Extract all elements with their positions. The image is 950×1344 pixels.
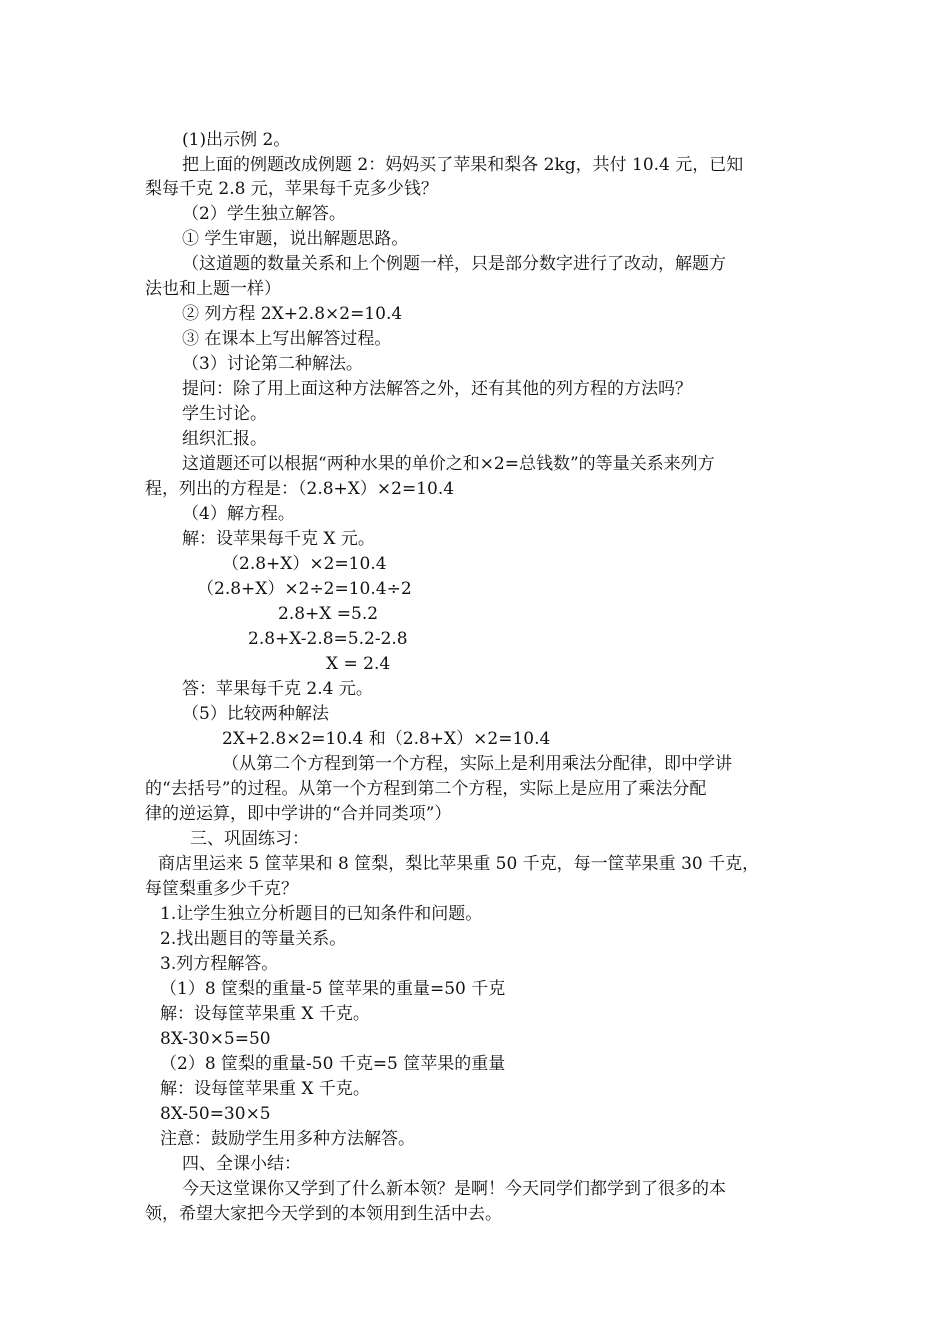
report-line: 组织汇报。 <box>182 429 267 449</box>
question-line: 提问：除了用上面这种方法解答之外，还有其他的列方程的方法吗？ <box>182 379 692 399</box>
step-2-item-3: ③ 在课本上写出解答过程。 <box>182 329 392 349</box>
step-3-heading: （3）讨论第二种解法。 <box>182 354 363 374</box>
comparison-note-line-1: （从第二个方程到第一个方程，实际上是利用乘法分配律，即中学讲 <box>222 754 732 774</box>
discussion-line: 学生讨论。 <box>182 404 267 424</box>
comparison-note-line-2: 的“去括号”的过程。从第一个方程到第二个方程，实际上是应用了乘法分配 <box>145 779 707 799</box>
step-2-item-2: ② 列方程 2X+2.8×2=10.4 <box>182 304 403 324</box>
second-method-line-2: 程，列出的方程是：（2.8+X）×2=10.4 <box>145 479 455 499</box>
equation-result: X = 2.4 <box>326 654 391 674</box>
summary-line-1: 今天这堂课你又学到了什么新本领？是啊！今天同学们都学到了很多的本 <box>182 1179 726 1199</box>
exercise-step-1: 1.让学生独立分析题目的已知条件和问题。 <box>160 904 483 924</box>
equation-step-3: 2.8+X =5.2 <box>278 604 379 624</box>
solution-setup: 解：设苹果每千克 X 元。 <box>182 529 375 549</box>
exercise-step-2: 2.找出题目的等量关系。 <box>160 929 347 949</box>
problem-text-line-1: 把上面的例题改成例题 2：妈妈买了苹果和梨各 2kg，共付 10.4 元，已知 <box>182 155 744 175</box>
step-5-heading: （5）比较两种解法 <box>182 704 329 724</box>
summary-line-2: 领，希望大家把今天学到的本领用到生活中去。 <box>145 1204 502 1224</box>
problem-text-line-2: 梨每千克 2.8 元，苹果每千克多少钱？ <box>145 179 438 199</box>
step-2-note-line-1: （这道题的数量关系和上个例题一样，只是部分数字进行了改动，解题方 <box>182 254 726 274</box>
comparison-equations: 2X+2.8×2=10.4 和（2.8+X）×2=10.4 <box>222 729 551 749</box>
equation-step-2: （2.8+X）×2÷2=10.4÷2 <box>197 579 412 599</box>
answer-line: 答：苹果每千克 2.4 元。 <box>182 679 373 699</box>
exercise-method-2-setup: 解：设每筐苹果重 X 千克。 <box>160 1079 370 1099</box>
equation-step-4: 2.8+X-2.8=5.2-2.8 <box>248 629 408 649</box>
step-4-heading: （4）解方程。 <box>182 504 295 524</box>
exercise-text-line-2: 每筐梨重多少千克？ <box>145 879 298 899</box>
exercise-method-2-equation: 8X-50=30×5 <box>160 1104 271 1124</box>
step-2-heading: （2）学生独立解答。 <box>182 204 346 224</box>
exercise-method-1: （1）8 筐梨的重量-5 筐苹果的重量=50 千克 <box>160 979 506 999</box>
second-method-line-1: 这道题还可以根据“两种水果的单价之和×2=总钱数”的等量关系来列方 <box>182 454 715 474</box>
comparison-note-line-3: 律的逆运算，即中学讲的“合并同类项”） <box>145 804 452 824</box>
step-2-note-line-2: 法也和上题一样） <box>145 279 281 299</box>
exercise-text-line-1: 商店里运来 5 筐苹果和 8 筐梨，梨比苹果重 50 千克，每一筐苹果重 30 千克， <box>158 854 760 874</box>
equation-step-1: （2.8+X）×2=10.4 <box>222 554 387 574</box>
step-2-item-1: ① 学生审题，说出解题思路。 <box>182 229 409 249</box>
note-line: 注意：鼓励学生用多种方法解答。 <box>160 1129 415 1149</box>
exercise-method-2: （2）8 筐梨的重量-50 千克=5 筐苹果的重量 <box>160 1054 506 1074</box>
exercise-method-1-setup: 解：设每筐苹果重 X 千克。 <box>160 1004 370 1024</box>
example-2-heading: (1)出示例 2。 <box>182 130 291 150</box>
exercise-step-3: 3.列方程解答。 <box>160 954 279 974</box>
section-4-heading: 四、全课小结： <box>182 1154 301 1174</box>
exercise-method-1-equation: 8X-30×5=50 <box>160 1029 271 1049</box>
section-3-heading: 三、巩固练习： <box>190 829 309 849</box>
